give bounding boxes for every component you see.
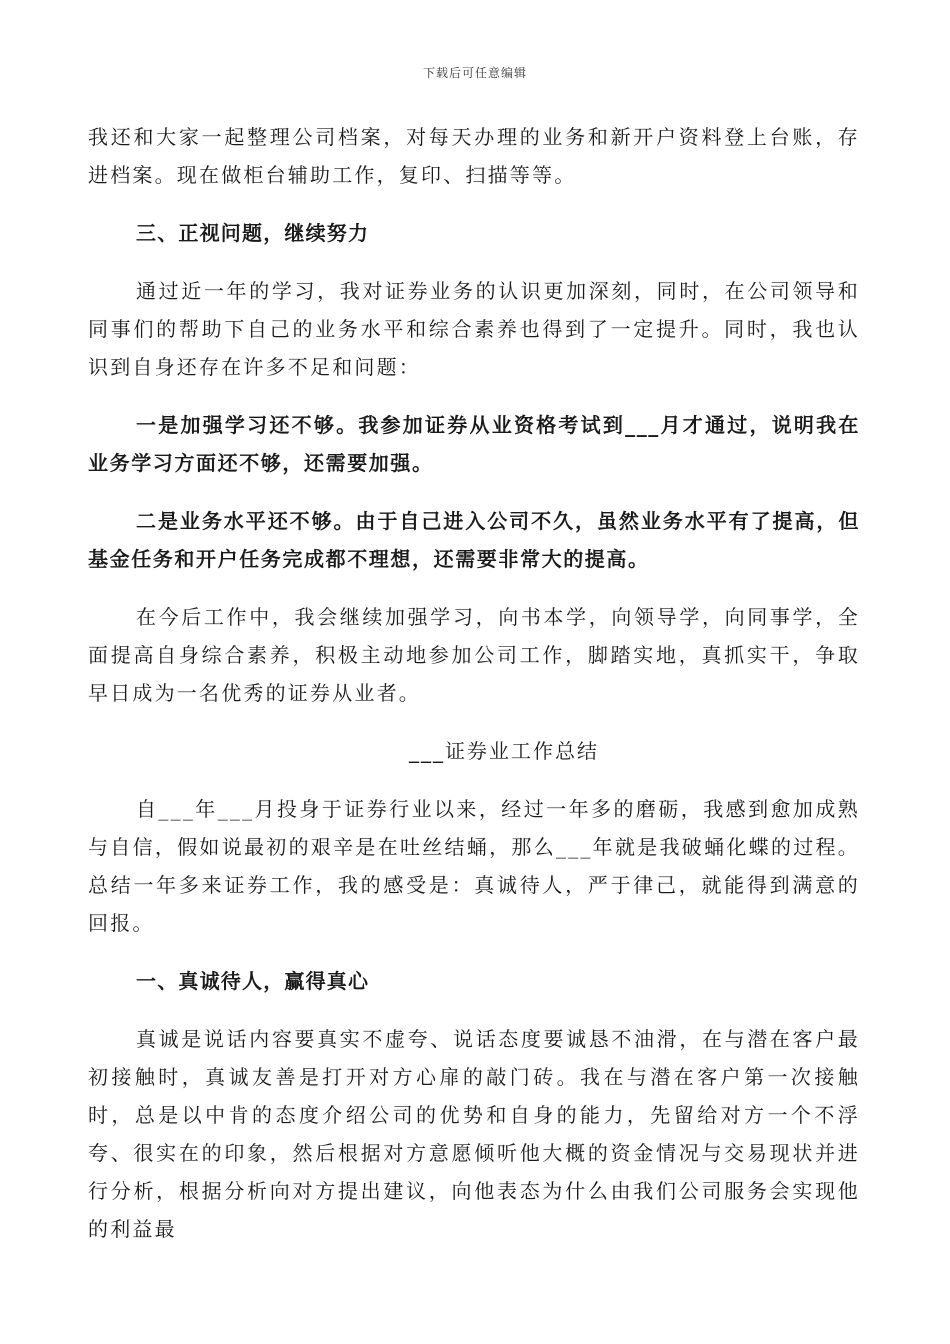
section-heading-1: 一、真诚待人，赢得真心 <box>136 969 370 993</box>
paragraph-issue-2: 二是业务水平还不够。由于自己进入公司不久，虽然业务水平有了提高，但基金任务和开户任务完成都不理想，还需要非常大的提高。 <box>88 509 860 571</box>
paragraph-future: 在今后工作中，我会继续加强学习，向书本学，向领导学，向同事学，全面提高自身综合素养，积极主动地参加公司工作，脚踏实地，真抓实干，争取早日成为一名优秀的证券从业者。 <box>88 605 860 705</box>
paragraph-intro: 自___年___月投身于证券行业以来，经过一年多的磨砺，我感到愈加成熟与自信，假如说最初的艰辛是在吐丝结蛹，那么___年就是我破蛹化蝶的过程。总结一年多来证券工作，我的感受是：真诚待人，严于律己，就能得到满意的回报。 <box>88 797 860 935</box>
paragraph-issue-1: 一是加强学习还不够。我参加证券从业资格考试到___月才通过，说明我在业务学习方面还不够，还需要加强。 <box>88 413 860 475</box>
page-header: 下载后可任意编辑 <box>422 66 527 80</box>
document-title: ___证券业工作总结 <box>409 739 599 763</box>
paragraph-learning: 通过近一年的学习，我对证券业务的认识更加深刻，同时，在公司领导和同事们的帮助下自己的业务水平和综合素养也得到了一定提升。同时，我也认识到自身还存在许多不足和问题： <box>88 279 860 379</box>
section-heading-3: 三、正视问题，继续努力 <box>136 221 370 245</box>
document-body <box>88 118 860 1248</box>
paragraph-archive: 我还和大家一起整理公司档案，对每天办理的业务和新开户资料登上台账，存进档案。现在做柜台辅助工作，复印、扫描等等。 <box>88 125 860 187</box>
paragraph-sincerity: 真诚是说话内容要真实不虚夸、说话态度要诚恳不油滑，在与潜在客户最初接触时，真诚友善是打开对方心扉的敲门砖。我在与潜在客户第一次接触时，总是以中肯的态度介绍公司的优势和自身的能力，先留给对方一个不浮夸、很实在的印象，然后根据对方意愿倾听他大概的资金情况与交易现状并进行分析，根据分析向对方提出建议，向他表态为什么由我们公司服务会实现他的利益最 <box>88 1027 860 1241</box>
